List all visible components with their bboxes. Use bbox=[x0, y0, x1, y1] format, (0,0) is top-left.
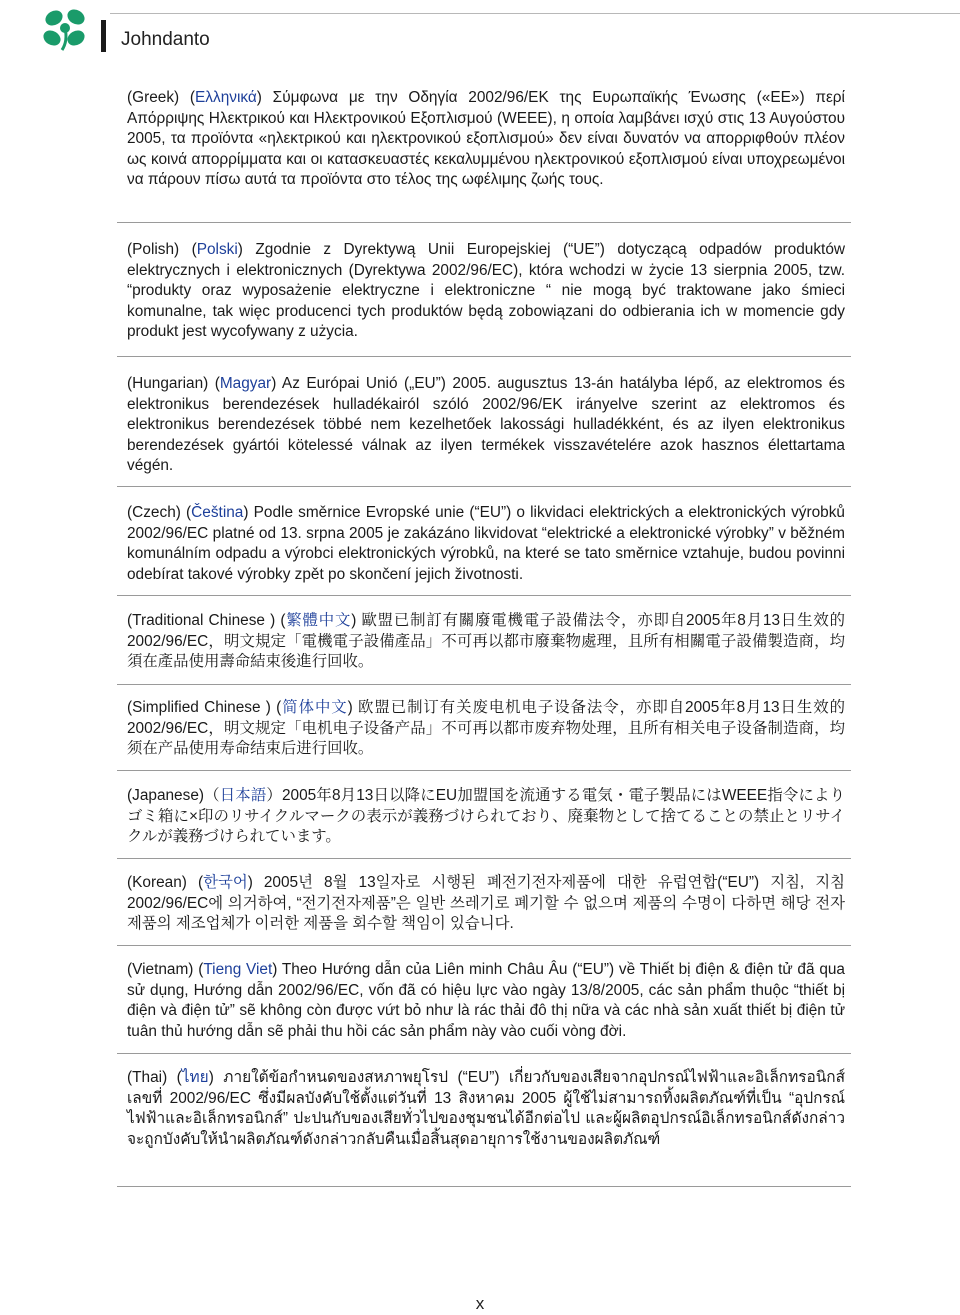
notice-simplified-chinese bbox=[127, 698, 845, 760]
section-text: ) Σύμφωνα με την Οδηγία 2002/96/ΕΚ της Ευρωπαϊκής Ένωσης («ΕΕ») περί Απόρριψης Ηλεκτρικού και Ηλεκτρονικού Εξοπλισμού (WEEE), η οποία λαμβάνει ισχύ στις 13 Αυγούστου 2005, τα προϊόντα «ηλεκτρικού και ηλεκτρονικού εξοπλισμού» δεν είναι δυνατόν να απορριφθούν πλέον ως κοινά απορρίμματα και οι κατασκευαστές κεκαλυμμένου ηλεκτρονικού εξοπλισμού είναι υποχρεωμένοι να πάρουν πίσω αυτά τα προϊόντα στο τέλος της ωφέλιμης ζωής τους. bbox=[127, 89, 845, 188]
section-prefix: (Simplified Chinese ) ( bbox=[127, 699, 282, 716]
section-prefix: (Japanese)（ bbox=[127, 787, 220, 804]
language-name: Ελληνικά bbox=[195, 89, 257, 106]
section-divider bbox=[117, 858, 851, 859]
notice-greek bbox=[127, 88, 845, 191]
section-divider bbox=[117, 945, 851, 946]
language-name: ไทย bbox=[181, 1069, 209, 1086]
header-rule bbox=[110, 13, 960, 14]
language-name: Magyar bbox=[219, 375, 272, 392]
language-name: Polski bbox=[196, 241, 238, 258]
notice-hungarian bbox=[127, 374, 845, 477]
section-divider bbox=[117, 356, 851, 357]
section-prefix: (Polish) ( bbox=[127, 241, 197, 258]
notice-korean bbox=[127, 873, 845, 935]
section-divider bbox=[117, 770, 851, 771]
section-prefix: (Hungarian) ( bbox=[127, 375, 220, 392]
language-name: Tieng Viet bbox=[203, 961, 273, 978]
section-divider bbox=[117, 1053, 851, 1054]
language-name: 简体中文 bbox=[281, 699, 348, 716]
section-prefix: (Vietnam) ( bbox=[127, 961, 204, 978]
page-header bbox=[0, 0, 960, 60]
section-text: ) Theo Hướng dẫn của Liên minh Châu Âu (“EU”) về Thiết bị điện & điện tử đã qua sử dụng, Hướng dẫn 2002/96/EC, vốn đã có hiệu lực vào ngày 13/8/2005, các sản phẩm thuộc “thiết bị điện và điện tử” sẽ không còn được vứt bỏ như là rác thải đô thị nữa và các nhà sản xuất thiết bị điện tử tuân thủ hướng dẫn sẽ phải thu hồi các sản phẩm này vào cuối vòng đời. bbox=[127, 961, 845, 1040]
section-divider bbox=[117, 684, 851, 685]
section-text: ) Zgodnie z Dyrektywą Unii Europejskiej (“UE”) dotyczącą odpadów produktów elektrycznych i elektronicznych (Dyrektywa 2002/96/EC), która wchodzi w życie 13 sierpnia 2005, tzw. “produkty oraz wyposażenie elektryczne i elektroniczne “ nie mogą być traktowane jako śmieci komunalne, tak więc producenci tych produktów będą zobowiązani do odbierania ich w momencie gdy produkt jest wycofywany z użycia. bbox=[127, 241, 845, 340]
section-prefix: (Greek) ( bbox=[127, 89, 196, 106]
section-text: ) ภายใต้ข้อกำหนดของสหภาพยุโรป (“EU”) เกี่ยวกับของเสียจากอุปกรณ์ไฟฟ้าและอิเล็กทรอนิกส์ เลขที่ 2002/96/EC ซึ่งมีผลบังคับใช้ตั้งแต่วันที่ 13 สิงหาคม 2005 ผู้ใช้ไม่สามารถทิ้งผลิตภัณฑ์ที่เป็น “อุปกรณ์ไฟฟ้าและอิเล็กทรอนิกส์” ปะปนกับของเสียทั่วไปของชุมชนได้อีกต่อไป และผู้ผลิตอุปกรณ์อิเล็กทรอนิกส์ดังกล่าวจะถูกบังคับให้นำผลิตภัณฑ์ดังกล่าวกลับคืนเมื่อสิ้นสุดอายุการใช้งานของผลิตภัณฑ์ bbox=[127, 1069, 845, 1148]
notice-polish bbox=[127, 240, 845, 343]
section-divider bbox=[117, 486, 851, 487]
language-name: 日本語 bbox=[219, 787, 267, 804]
notice-czech bbox=[127, 503, 845, 585]
section-text: ) 2005년 8월 13일자로 시행된 폐전기전자제품에 대한 유럽연합(“EU”) 지침, 지침 2002/96/EC에 의거하여, “전기전자제품”은 일반 쓰레기로 폐기할 수 없으며 제품의 수명이 다하면 해당 전자제품의 제조업체가 이러한 제품을 회수할 책임이 있습니다. bbox=[127, 874, 846, 932]
notice-thai bbox=[127, 1068, 845, 1150]
page-number: x bbox=[475, 1294, 485, 1313]
section-divider bbox=[117, 222, 851, 223]
notice-traditional-chinese bbox=[127, 611, 845, 673]
section-divider bbox=[117, 595, 851, 596]
language-name: 한국어 bbox=[203, 874, 248, 891]
section-text: ) 歐盟已制訂有關廢電機電子設備法令，亦即自2005年8月13日生效的2002/96/EC，明文規定「電機電子設備產品」不可再以都市廢棄物處理，且所有相關電子設備製造商，均須在產品使用壽命結束後進行回收。 bbox=[127, 612, 845, 670]
section-text: ) Podle směrnice Evropské unie (“EU”) o likvidaci elektrických a elektronických výrobků 2002/96/EC platné od 13. srpna 2005 je zakázáno likvidovat “elektrické a elektronické výrobky” v běžném komunálním odpadu a výrobci elektronických výrobků, na které se tato směrnice vztahuje, budou povinni odebírat takové výrobky zpět po skončení jejich životnosti. bbox=[127, 504, 845, 583]
section-text: ) 欧盟已制订有关废电机电子设备法令，亦即自2005年8月13日生效的2002/96/EC，明文规定「电机电子设备产品」不可再以都市废弃物处理，且所有相关电子设备制造商，均须在产品使用寿命结束后进行回收。 bbox=[127, 699, 845, 757]
language-name: Čeština bbox=[191, 504, 244, 521]
notice-vietnamese bbox=[127, 960, 845, 1042]
header-bar bbox=[101, 20, 106, 52]
section-prefix: (Thai) ( bbox=[127, 1069, 182, 1086]
section-prefix: (Korean) ( bbox=[127, 874, 204, 891]
section-prefix: (Traditional Chinese ) ( bbox=[127, 612, 286, 629]
notice-japanese bbox=[127, 786, 845, 848]
section-divider bbox=[117, 1186, 851, 1187]
clover-logo-icon bbox=[38, 6, 96, 52]
section-text: ）2005年8月13日以降にEU加盟国を流通する電気・電子製品にはWEEE指令によりゴミ箱に×印のリサイクルマークの表示が義務づけられており、廃棄物として捨てることの禁止とリサイクルが義務づけられています。 bbox=[127, 787, 845, 845]
language-name: 繁體中文 bbox=[285, 612, 352, 629]
section-prefix: (Czech) ( bbox=[127, 504, 192, 521]
page-title: Johndanto bbox=[121, 29, 210, 50]
section-text: ) Az Európai Unió („EU”) 2005. augusztus 13-án hatályba lépő, az elektromos és elektronikus berendezések hulladékairól szóló 2002/96/EK irányelve szerint az elektromos és elektronikus berendezések többé nem kezelhetőek lakossági hulladékként, és az ilyen elektronikus berendezések gyártói kötelessé válnak az ilyen termékek visszavételére azok hasznos élettartama végén. bbox=[127, 375, 845, 474]
